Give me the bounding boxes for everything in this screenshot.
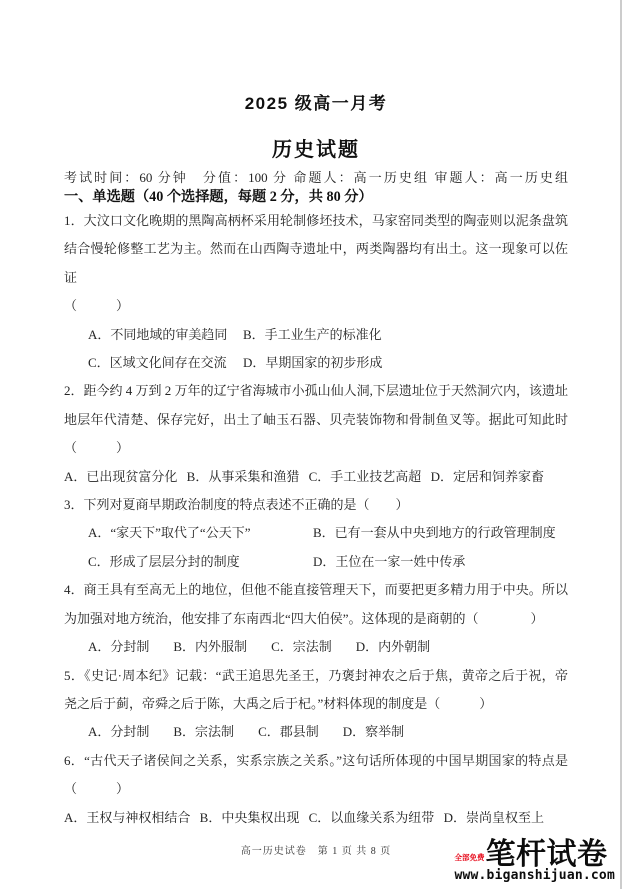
option-d: D．内外朝制 — [355, 639, 431, 655]
option-a: A．王权与神权相结合 — [64, 809, 191, 825]
option-b: B．中央集权出现 — [199, 809, 300, 825]
question-1 — [64, 207, 568, 377]
question-stem-line: 2．距今约 4 万到 2 万年的辽宁省海城市小孤山仙人洞,下层遗址位于天然洞穴内，该遗址 — [64, 383, 568, 399]
watermark — [454, 839, 615, 883]
question-3 — [64, 491, 568, 576]
option-a: A．分封制 — [88, 724, 150, 740]
option-d: D．王位在一家一姓中传承 — [313, 553, 466, 569]
option-a: A．已出现贫富分化 — [64, 468, 178, 484]
option-b: B．从事采集和渔猎 — [186, 468, 300, 484]
answer-bracket-line: （ ） — [64, 781, 130, 797]
question-2 — [64, 377, 568, 491]
answer-bracket-line: （ ） — [64, 298, 130, 314]
option-a: A．“家天下”取代了“公天下” — [88, 525, 251, 541]
option-row — [64, 548, 568, 576]
option-a: A．分封制 — [88, 639, 150, 655]
question-stem-line: 地层年代清楚、保存完好，出土了岫玉石器、贝壳装饰物和骨制鱼叉等。据此可知此时 — [64, 411, 568, 427]
question-stem-line: 5．《史记·周本纪》记载：“武王追思先圣王，乃褒封神农之后于焦，黄帝之后于祝，帝 — [64, 667, 568, 683]
watermark-free-badge: 全部免费 — [454, 853, 485, 862]
option-row — [64, 463, 568, 491]
question-4 — [64, 576, 568, 661]
section-heading: 一、单选题（40 个选择题，每题 2 分，共 80 分） — [64, 189, 373, 205]
option-b: B．宗法制 — [173, 724, 235, 740]
watermark-top-row — [454, 839, 615, 871]
option-c: C．区域文化间存在交流 — [88, 355, 227, 371]
question-stem-line: 为加强对地方统治，他安排了东南西北“四大伯侯”。这体现的是商朝的（ ） — [64, 610, 544, 626]
exam-title: 2025 级高一月考 — [244, 94, 388, 113]
option-b: B．内外服制 — [173, 639, 248, 655]
option-c: C．形成了层层分封的制度 — [88, 553, 240, 569]
option-d: D．察举制 — [342, 724, 405, 740]
option-c: C．以血缘关系为纽带 — [308, 809, 435, 825]
subject-title: 历史试题 — [272, 139, 360, 161]
question-stem-line: 3．下列对夏商早期政治制度的特点表述不正确的是（ ） — [64, 497, 409, 513]
question-stem-line: 4．商王具有至高无上的地位，但他不能直接管理天下，而要把更多精力用于中央。所以 — [64, 582, 568, 598]
option-b: B．已有一套从中央到地方的行政管理制度 — [313, 525, 556, 541]
option-d: D．早期国家的初步形成 — [243, 355, 383, 371]
option-c: C．郡县制 — [258, 724, 319, 740]
option-row — [64, 349, 568, 377]
option-row — [64, 633, 568, 661]
option-b: B．手工业生产的标准化 — [243, 326, 382, 342]
option-row — [64, 321, 568, 349]
option-d: D．崇尚皇权至上 — [443, 809, 544, 825]
question-stem-line: 结合慢轮修整工艺为主。然而在山西陶寺遗址中，两类陶器均有出土。这一现象可以佐证 — [64, 241, 568, 285]
option-c: C．宗法制 — [271, 639, 332, 655]
page-right-border — [620, 0, 622, 889]
answer-bracket-line: （ ） — [64, 440, 130, 456]
option-row — [64, 519, 568, 547]
watermark-url: www.biganshijuan.com — [454, 868, 615, 883]
exam-meta-line: 考试时间：60 分钟 分值：100 分 命题人：高一历史组 审题人：高一历史组 — [64, 170, 568, 185]
option-a: A．不同地域的审美趋同 — [88, 326, 228, 342]
question-5 — [64, 662, 568, 747]
page-number-footer: 高一历史试卷 第 1 页 共 8 页 — [240, 845, 392, 857]
question-stem-line: 6．“古代天子诸侯间之关系，实系宗族之关系。”这句话所体现的中国早期国家的特点是 — [64, 752, 568, 768]
option-row — [64, 718, 568, 746]
question-stem-line: 1．大汶口文化晚期的黑陶高柄杯采用轮制修坯技术，马家窑同类型的陶壶则以泥条盘筑 — [64, 213, 568, 228]
option-d: D．定居和饲养家畜 — [430, 468, 544, 484]
question-stem-line: 尧之后于蓟，帝舜之后于陈，大禹之后于杞。”材料体现的制度是（ ） — [64, 695, 493, 711]
option-row — [64, 804, 568, 832]
question-6 — [64, 747, 568, 832]
watermark-brand: 笔杆试卷 — [485, 838, 608, 871]
option-c: C．手工业技艺高超 — [308, 468, 422, 484]
